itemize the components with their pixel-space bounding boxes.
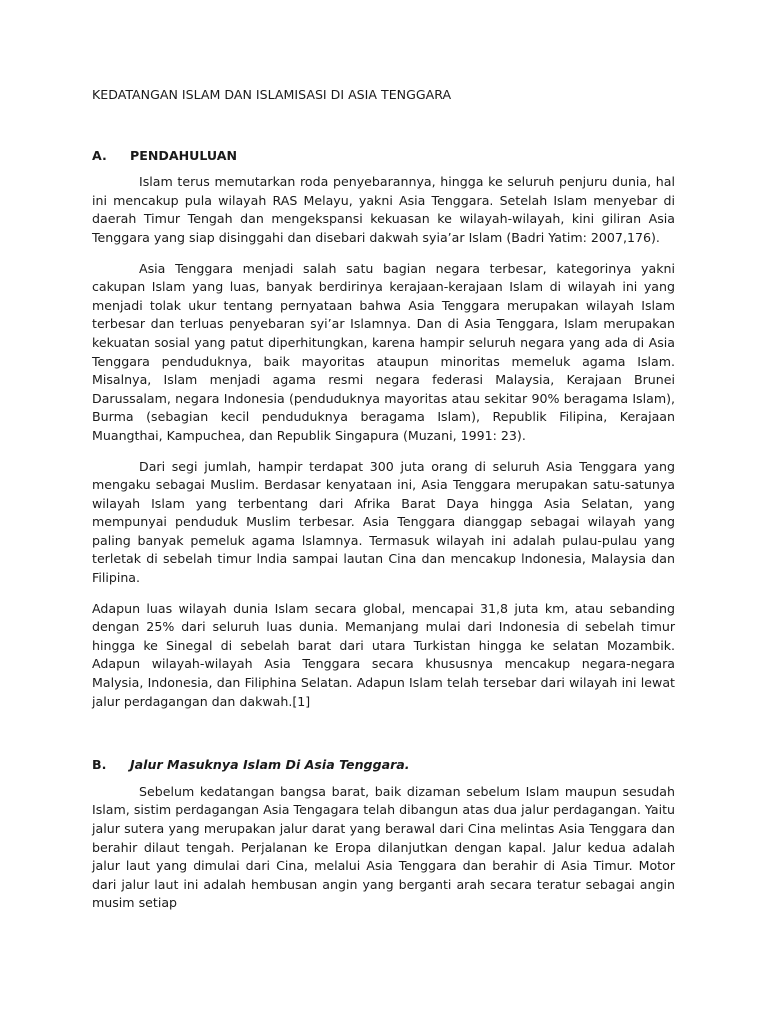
paragraph: Islam terus memutarkan roda penyebarannya, hingga ke seluruh penjuru dunia, hal ini mencakup pula wilayah RAS Melayu, yakni Asia Tenggara. Setelah Islam menyebar di daerah Timur Tengah dan mengekspansi kekuasan ke wilayah-wilayah, kini giliran Asia Tenggara yang siap disinggahi dan disebari dakwah syia’ar Islam (Badri Yatim: 2007,176). [92,174,675,245]
section-b-number: B. [92,757,107,773]
section-b-title: Jalur Masuknya Islam Di Asia Tenggara. [130,757,410,773]
section-a-heading [92,147,675,166]
paragraph: Asia Tenggara menjadi salah satu bagian negara terbesar, kategorinya yakni cakupan Islam yang luas, banyak berdirinya kerajaan-kerajaan Islam di wilayah ini yang menjadi tolak ukur tentang pernyataan bahwa Asia Tenggara merupakan wilayah Islam terbesar dan terluas penyebaran syi’ar Islamnya. Dan di Asia Tenggara, Islam merupakan kekuatan sosial yang patut diperhitungkan, karena hampir seluruh negara yang ada di Asia Tenggara penduduknya, baik mayoritas ataupun minoritas memeluk agama Islam. Misalnya, Islam menjadi agama resmi negara federasi Malaysia, Kerajaan Brunei Darussalam, negara Indonesia (penduduknya mayoritas atau sekitar 90% beragama Islam), Burma (sebagian kecil penduduknya beragama Islam), Republik Filipina, Kerajaan Muangthai, Kampuchea, dan Republik Singapura (Muzani, 1991: 23). [92,260,675,443]
section-b-heading [92,756,675,775]
section-a-number: A. [92,147,107,163]
paragraph: Adapun luas wilayah dunia Islam secara global, mencapai 31,8 juta km, atau sebanding dengan 25% dari seluruh luas dunia. Memanjang mulai dari Indonesia di sebelah timur hingga ke Sinegal di sebelah barat dari utara Turkistan hingga ke selatan Mozambik. Adapun wilayah-wilayah Asia Tenggara secara khususnya mencakup negara-negara Malysia, Indonesia, dan Filiphina Selatan. Adapun Islam telah tersebar dari wilayah ini lewat jalur perdagangan dan dakwah.[1] [92,600,675,709]
paragraph: Dari segi jumlah, hampir terdapat 300 juta orang di seluruh Asia Tenggara yang mengaku sebagai Muslim. Berdasar kenyataan ini, Asia Tenggara merupakan satu-satunya wilayah Islam yang terbentang dari Afrika Barat Daya hingga Asia Selatan, yang mempunyai penduduk Muslim terbesar. Asia Tenggara dianggap sebagai wilayah yang paling banyak pemeluk agama lslamnya. Termasuk wilayah ini adalah pulau-pulau yang terletak di sebelah timur lndia sampai lautan Cina dan mencakup lndonesia, Malaysia dan Filipina. [92,458,675,586]
document-title: KEDATANGAN ISLAM DAN ISLAMISASI DI ASIA TENGGARA [92,87,452,102]
section-spacer [92,723,675,756]
section-a-title: PENDAHULUAN [130,147,238,163]
paragraph: Sebelum kedatangan bangsa barat, baik dizaman sebelum Islam maupun sesudah Islam, sistim perdagangan Asia Tengagara telah dibangun atas dua jalur perdagangan. Yaitu jalur sutera yang merupakan jalur darat yang berawal dari Cina melintas Asia Tenggara dan berahir dilaut tengah. Perjalanan ke Eropa dilanjutkan dengan kapal. Jalur kedua adalah jalur laut yang dimulai dari Cina, melalui Asia Tenggara dan berahir di Asia Timur. Motor dari jalur laut ini adalah hembusan angin yang berganti arah secara teratur sebagai angin musim setiap [92,783,675,911]
document-page [92,86,675,925]
